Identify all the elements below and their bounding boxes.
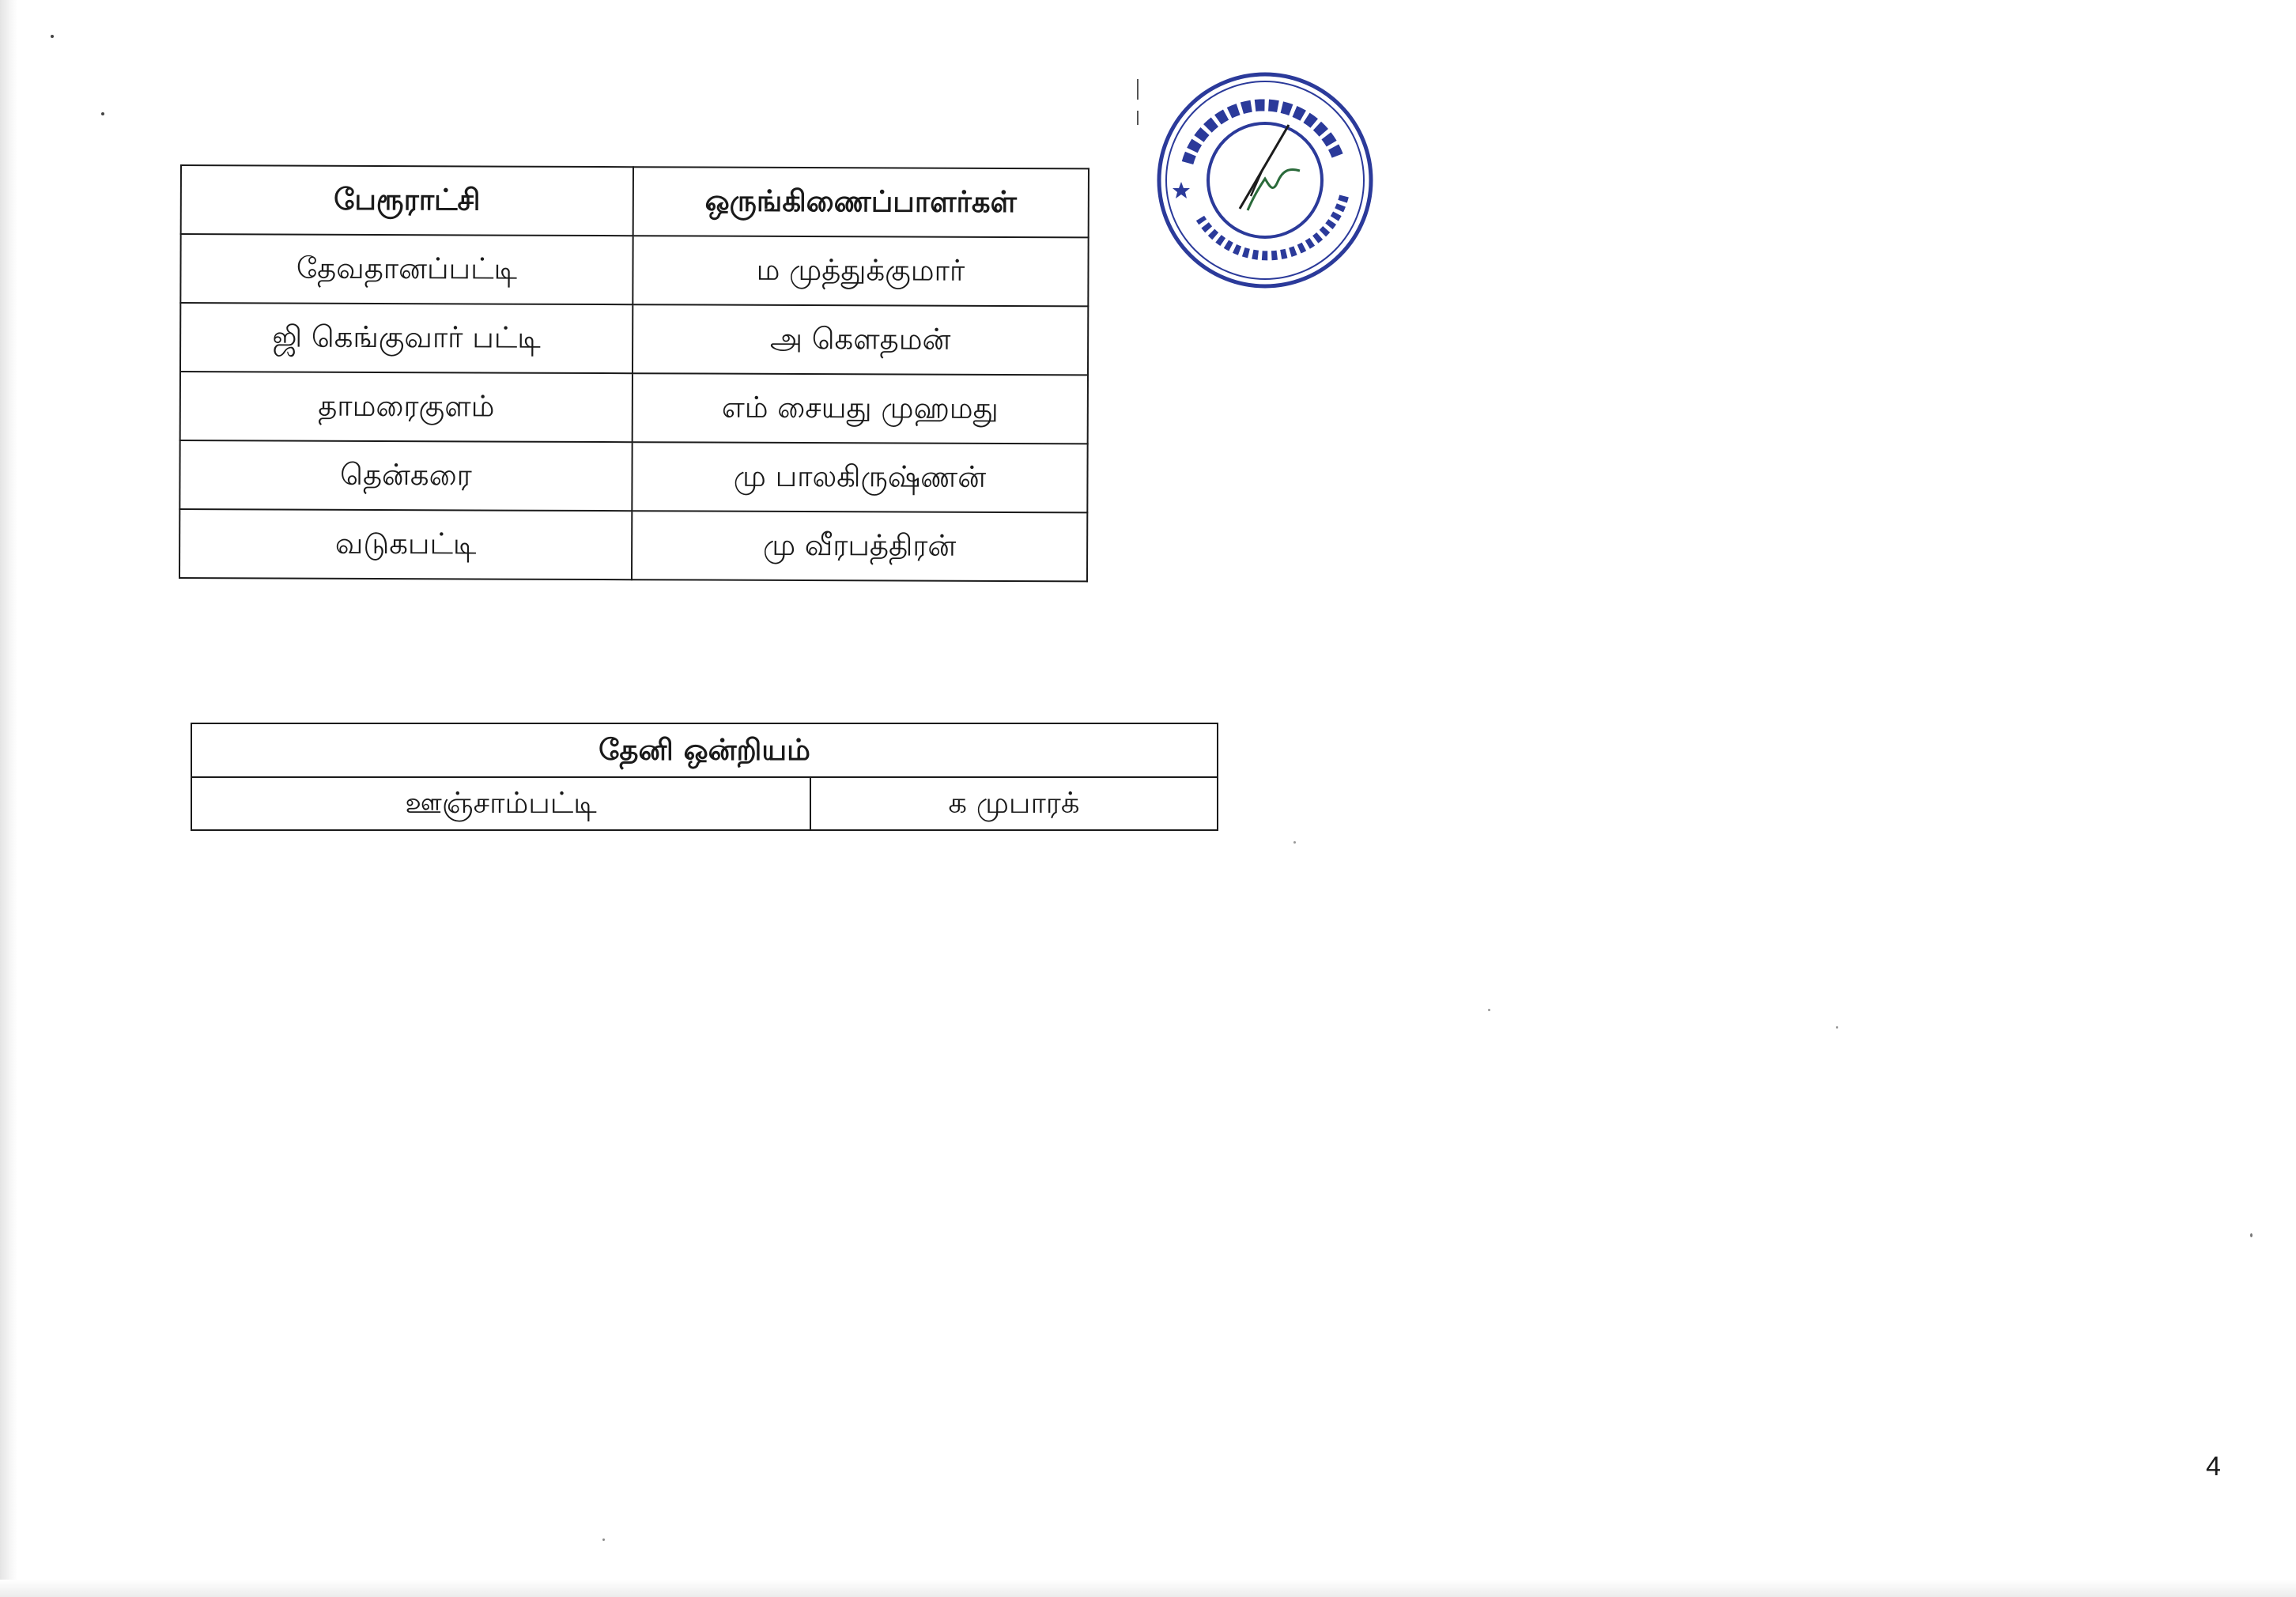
table-header-row (181, 165, 1089, 237)
page-bottom-shadow (0, 1580, 2296, 1597)
column-header-town-panchayat: பேரூராட்சி (181, 165, 633, 236)
table-row (191, 777, 1218, 830)
table-row (180, 372, 1088, 444)
table-row (180, 234, 1088, 306)
table-title-row (191, 723, 1218, 777)
page-edge-shadow (0, 0, 17, 1597)
coordinator-cell: அ கௌதமன் (633, 304, 1088, 375)
theni-union-table (191, 723, 1218, 831)
union-title: தேனி ஒன்றியம் (191, 723, 1218, 777)
paper-speck (101, 112, 104, 115)
table-row (179, 440, 1087, 512)
seal-icon (1154, 70, 1376, 291)
coordinator-cell: எம் சையது முஹமது (633, 373, 1088, 444)
paper-speck (602, 1538, 605, 1541)
coordinator-cell: ம முத்துக்குமார் (633, 236, 1088, 306)
table-row (180, 303, 1088, 375)
town-panchayat-cell: தாமரைகுளம் (180, 372, 633, 442)
town-panchayat-cell: தென்கரை (179, 440, 632, 511)
coordinator-cell: க முபாரக் (810, 777, 1218, 830)
coordinator-cell: மு பாலகிருஷ்ணன் (632, 442, 1087, 512)
column-header-coordinators: ஒருங்கிணைப்பாளர்கள் (633, 167, 1089, 237)
town-panchayat-coordinators-table (179, 164, 1089, 582)
paper-speck (1836, 1026, 1838, 1029)
table-row (179, 509, 1087, 581)
town-panchayat-cell: வடுகபட்டி (179, 509, 632, 580)
paper-speck (51, 35, 54, 38)
paper-speck (1293, 841, 1296, 844)
village-cell: ஊஞ்சாம்பட்டி (191, 777, 810, 830)
paper-speck (1488, 1009, 1490, 1011)
coordinator-cell: மு வீரபத்திரன் (632, 511, 1087, 581)
town-panchayat-cell: ஜி கெங்குவார் பட்டி (180, 303, 633, 373)
organization-seal-stamp (1154, 70, 1376, 291)
pen-mark (1137, 79, 1139, 100)
page-number: 4 (2206, 1452, 2221, 1482)
town-panchayat-cell: தேவதானப்பட்டி (180, 234, 633, 304)
paper-speck (2250, 1233, 2253, 1237)
pen-mark (1137, 111, 1139, 125)
